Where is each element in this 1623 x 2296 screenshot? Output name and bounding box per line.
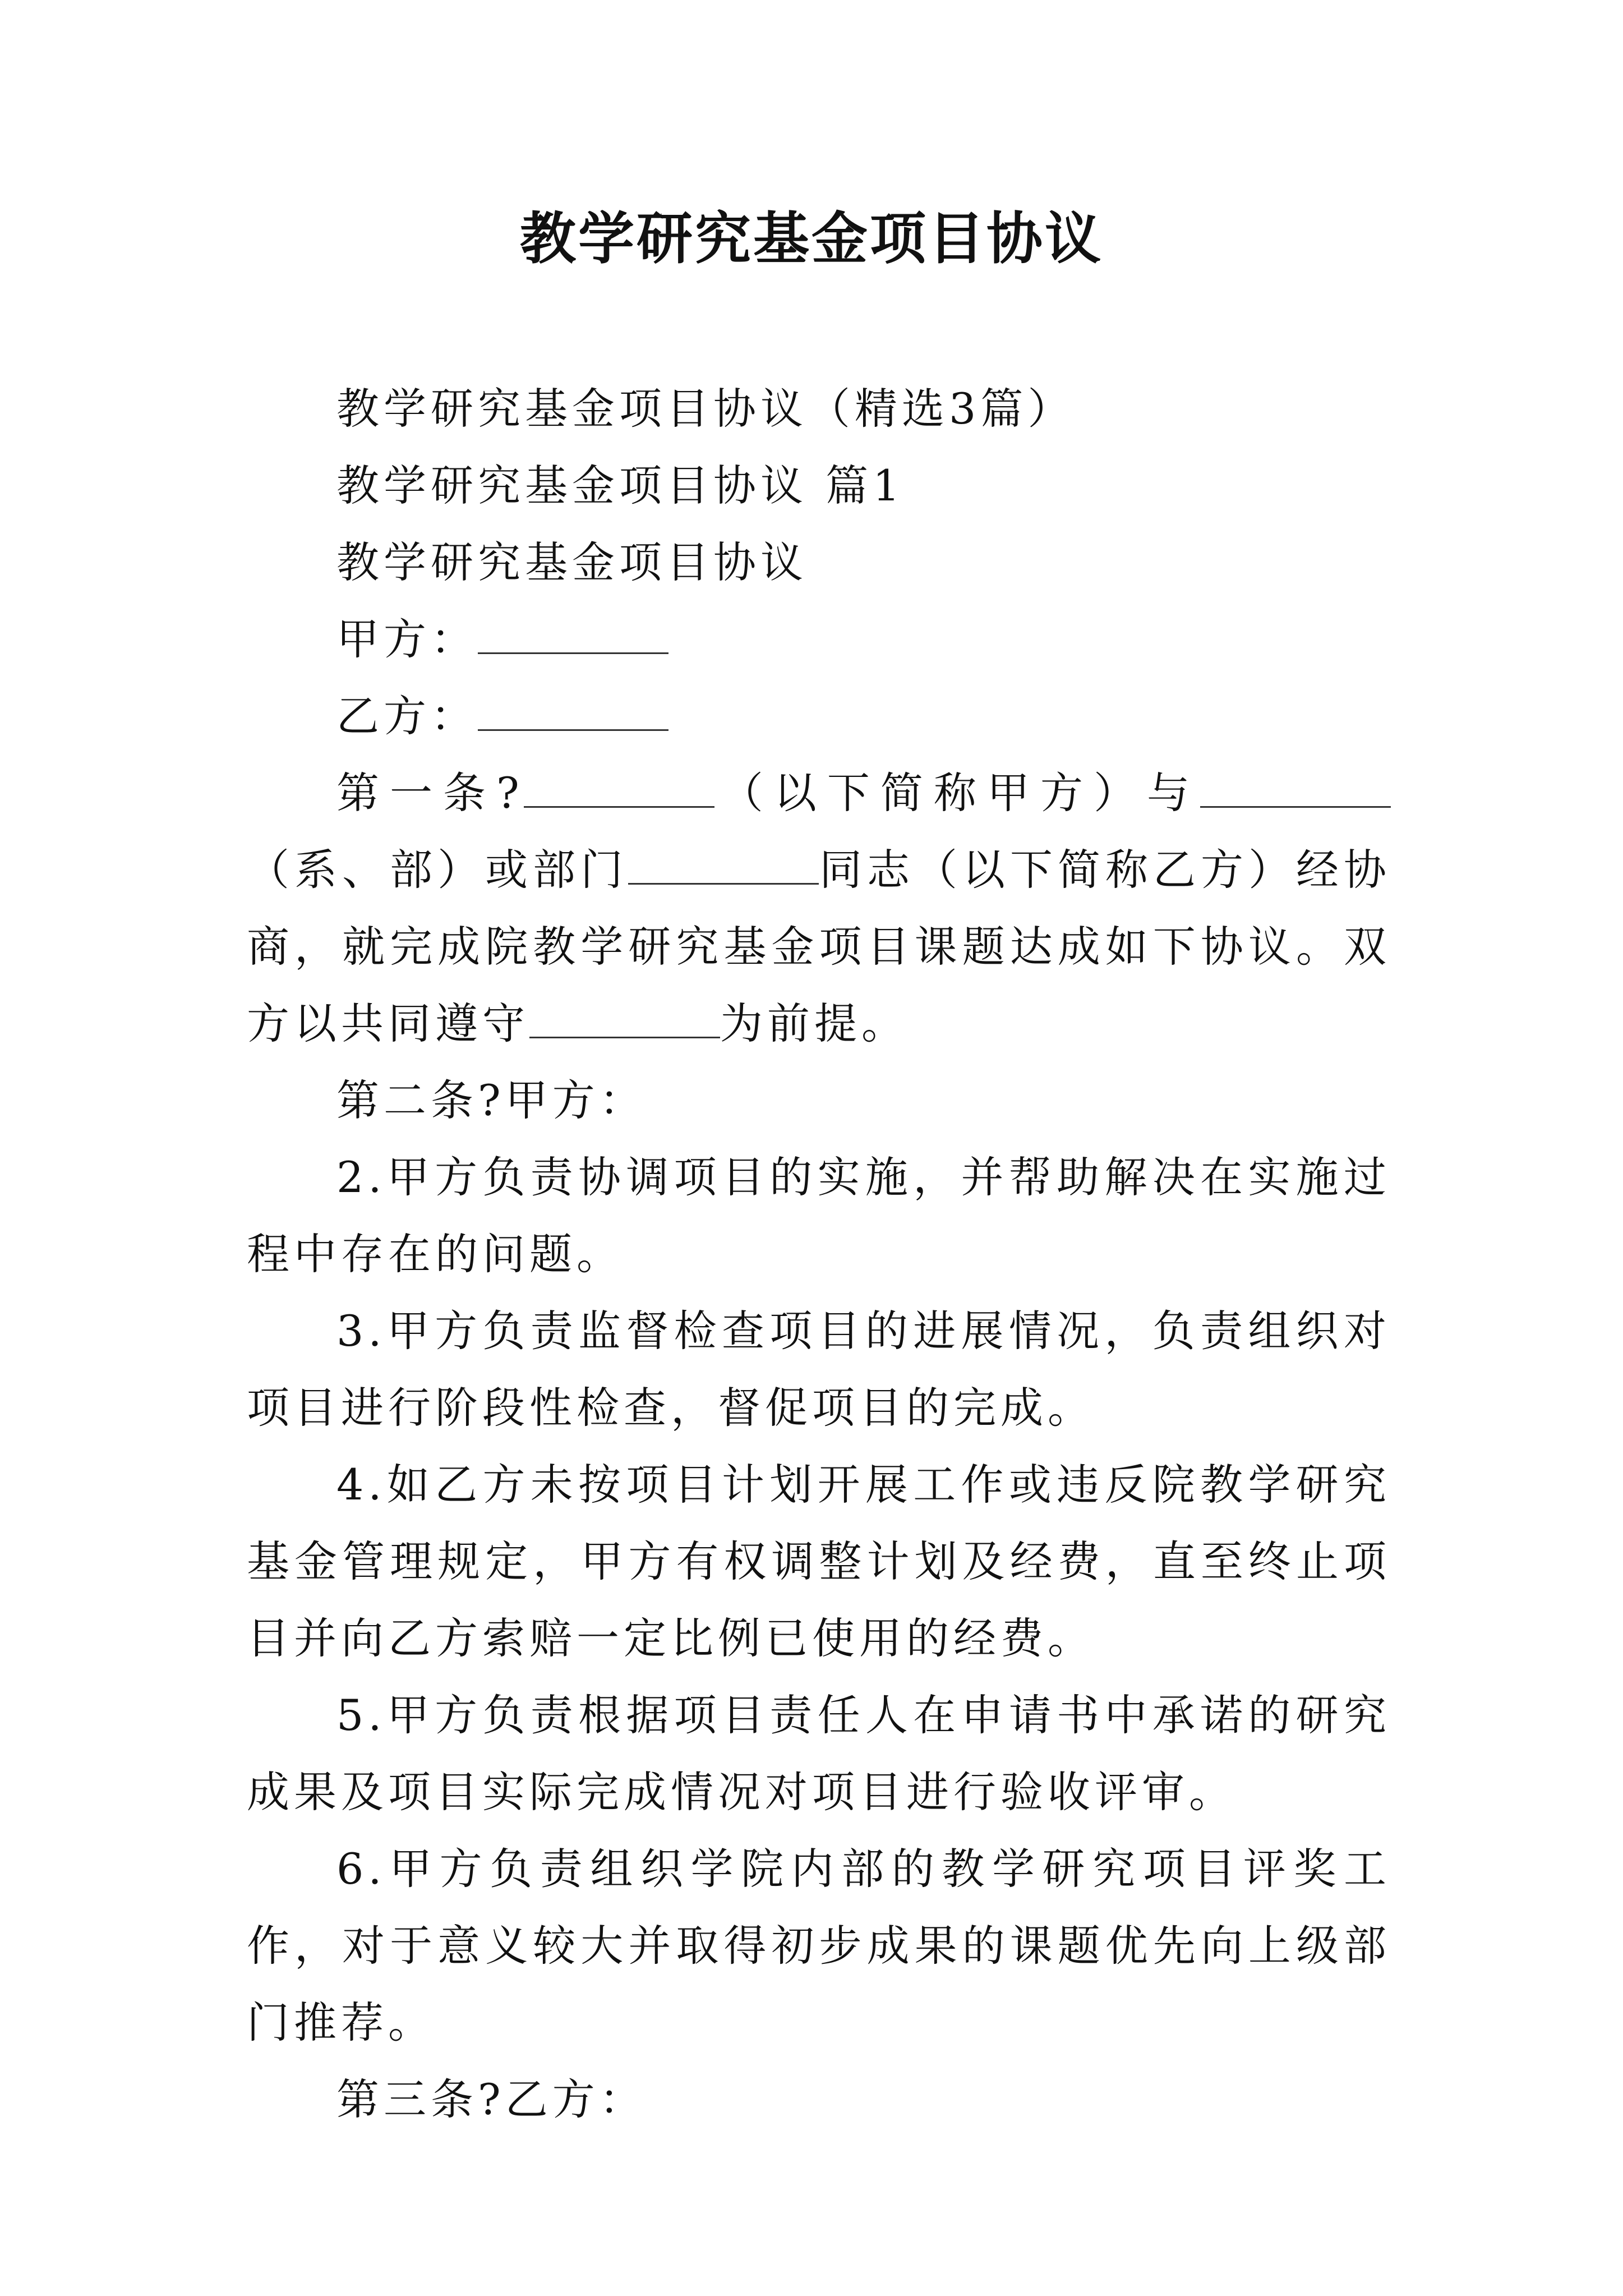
paragraph-article-3-heading: 第三条?乙方： <box>336 2074 647 2124</box>
paragraph-item-4: 4.如乙方未按项目计划开展工作或违反院教学研究基金管理规定，甲方有权调整计划及经费，直至终止项目并向乙方索赔一定比例已使用的经费。 <box>247 1460 1391 1663</box>
article-1-part-a: 第一条? <box>336 768 524 818</box>
paragraph-article-2-heading: 第二条?甲方： <box>336 1075 647 1125</box>
paragraph-article-1 <box>247 754 1391 1062</box>
party-b-blank <box>478 694 668 731</box>
article-1-part-d: 同志（以下简称乙方）经协商，就完成院教学研究基金项目课题达成如下协议。双方以共同遵守 <box>247 845 1391 1048</box>
paragraph-item-6: 6.甲方负责组织学院内部的教学研究项目评奖工作，对于意义较大并取得初步成果的课题优先向上级部门推荐。 <box>247 1844 1391 2047</box>
document-body <box>247 370 1391 2138</box>
paragraph-party-a <box>247 601 1391 678</box>
paragraph-item-3: 3.甲方负责监督检查项目的进展情况，负责组织对项目进行阶段性检查，督促项目的完成。 <box>247 1306 1391 1433</box>
paragraph-item-2: 2.甲方负责协调项目的实施，并帮助解决在实施过程中存在的问题。 <box>247 1152 1391 1279</box>
party-a-blank <box>478 618 668 654</box>
document-title: 教学研究基金项目协议 <box>520 205 1103 272</box>
article-1-part-e: 为前提。 <box>720 999 909 1048</box>
party-a-label: 甲方： <box>336 614 478 664</box>
article-1-blank-1 <box>524 771 714 808</box>
article-1-blank-3 <box>628 848 819 885</box>
paragraph-party-b <box>247 678 1391 754</box>
paragraph-section-heading: 教学研究基金项目协议 篇1 <box>336 461 905 510</box>
article-1-part-b: （以下简称甲方）与 <box>714 768 1201 818</box>
article-1-part-c: （系、部）或部门 <box>247 845 628 895</box>
paragraph-agreement-name: 教学研究基金项目协议 <box>336 537 808 587</box>
article-1-blank-2 <box>1200 771 1391 808</box>
paragraph-item-5: 5.甲方负责根据项目责任人在申请书中承诺的研究成果及项目实际完成情况对项目进行验收评审。 <box>247 1690 1391 1817</box>
article-1-blank-4 <box>529 1002 720 1038</box>
paragraph-subtitle: 教学研究基金项目协议（精选3篇） <box>336 384 1075 434</box>
party-b-label: 乙方： <box>336 691 478 741</box>
